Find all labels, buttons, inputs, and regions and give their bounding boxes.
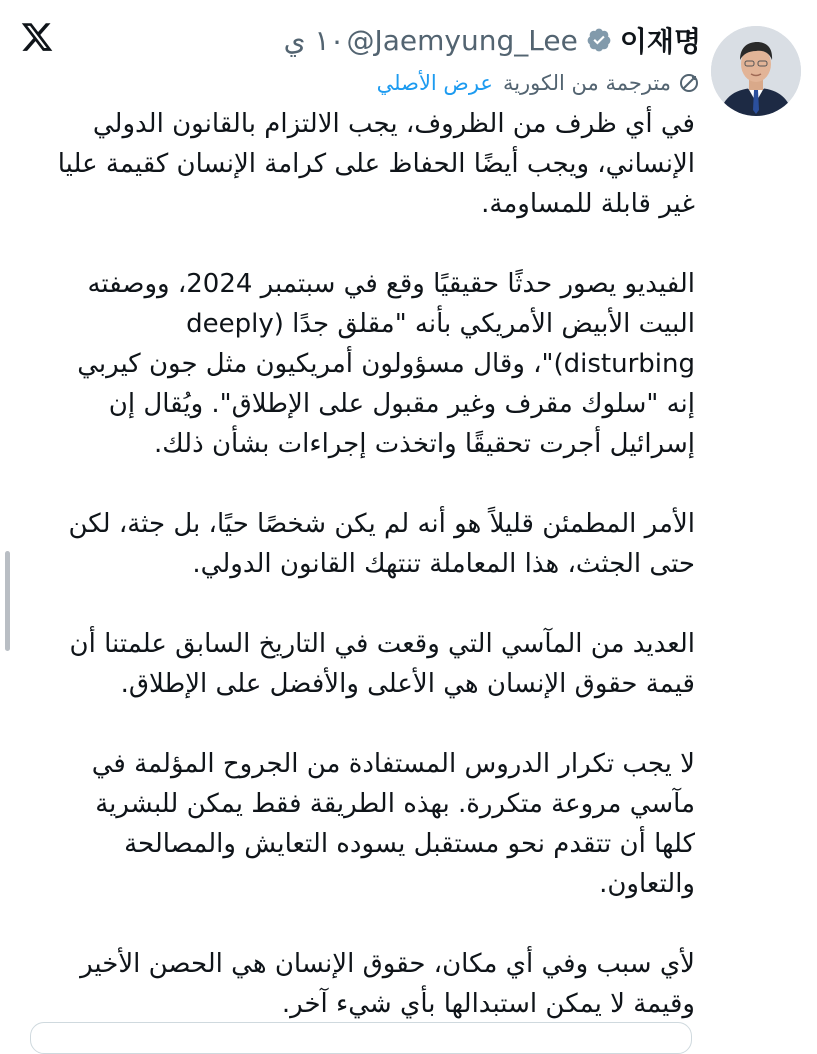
tweet-timestamp[interactable]: ١٠ ي — [283, 23, 345, 57]
translation-info — [377, 66, 701, 100]
tweet-paragraph: الأمر المطمئن قليلاً هو أنه لم يكن شخصًا حيًا، بل جثة، لكن حتى الجثث، هذا المعاملة تنتهك القانون الدولي. — [68, 509, 695, 579]
scrollbar-thumb[interactable] — [5, 551, 10, 651]
tweet-paragraph: العديد من المآسي التي وقعت في التاريخ السابق علمتنا أن قيمة حقوق الإنسان هي الأعلى والأفضل على الإطلاق. — [69, 629, 695, 699]
verified-badge-icon — [586, 27, 612, 53]
embedded-card[interactable] — [30, 1022, 692, 1054]
tweet-paragraph: لأي سبب وفي أي مكان، حقوق الإنسان هي الحصن الأخير وقيمة لا يمكن استبدالها بأي شيء آخر. — [80, 949, 695, 1019]
view-original-link[interactable]: عرض الأصلي — [376, 71, 493, 95]
x-logo-icon[interactable] — [20, 20, 54, 54]
tweet-paragraph: في أي ظرف من الظروف، يجب الالتزام بالقانون الدولي الإنساني، ويجب أيضًا الحفاظ على كرامة الإنسان كقيمة عليا غير قابلة للمساومة. — [57, 109, 695, 219]
tweet-text — [50, 104, 695, 1024]
tweet-header — [80, 20, 701, 60]
display-name[interactable]: 이재명 — [619, 25, 701, 58]
user-handle[interactable]: @Jaemyung_Lee — [346, 23, 578, 57]
avatar-portrait — [711, 26, 801, 116]
avatar[interactable] — [711, 26, 801, 116]
translate-icon — [677, 71, 701, 95]
translated-from-label: مترجمة من الكورية — [502, 71, 671, 95]
tweet-paragraph: لا يجب تكرار الدروس المستفادة من الجروح المؤلمة في مآسي مروعة متكررة. بهذه الطريقة فقط يمكن للبشرية كلها أن تتقدم نحو مستقبل يسوده التعايش والمصالحة والتعاون. — [91, 749, 695, 899]
tweet-paragraph: الفيديو يصور حدثًا حقيقيًا وقع في سبتمبر 2024، ووصفته البيت الأبيض الأمريكي بأنه "مقلق جدًا (deeply disturbing)"، وقال مسؤولون أمريكيون مثل جون كيربي إنه "سلوك مقرف وغير مقبول على الإطلاق". ويُقال إن إسرائيل أجرت تحقيقًا واتخذت إجراءات بشأن ذلك. — [77, 269, 695, 459]
